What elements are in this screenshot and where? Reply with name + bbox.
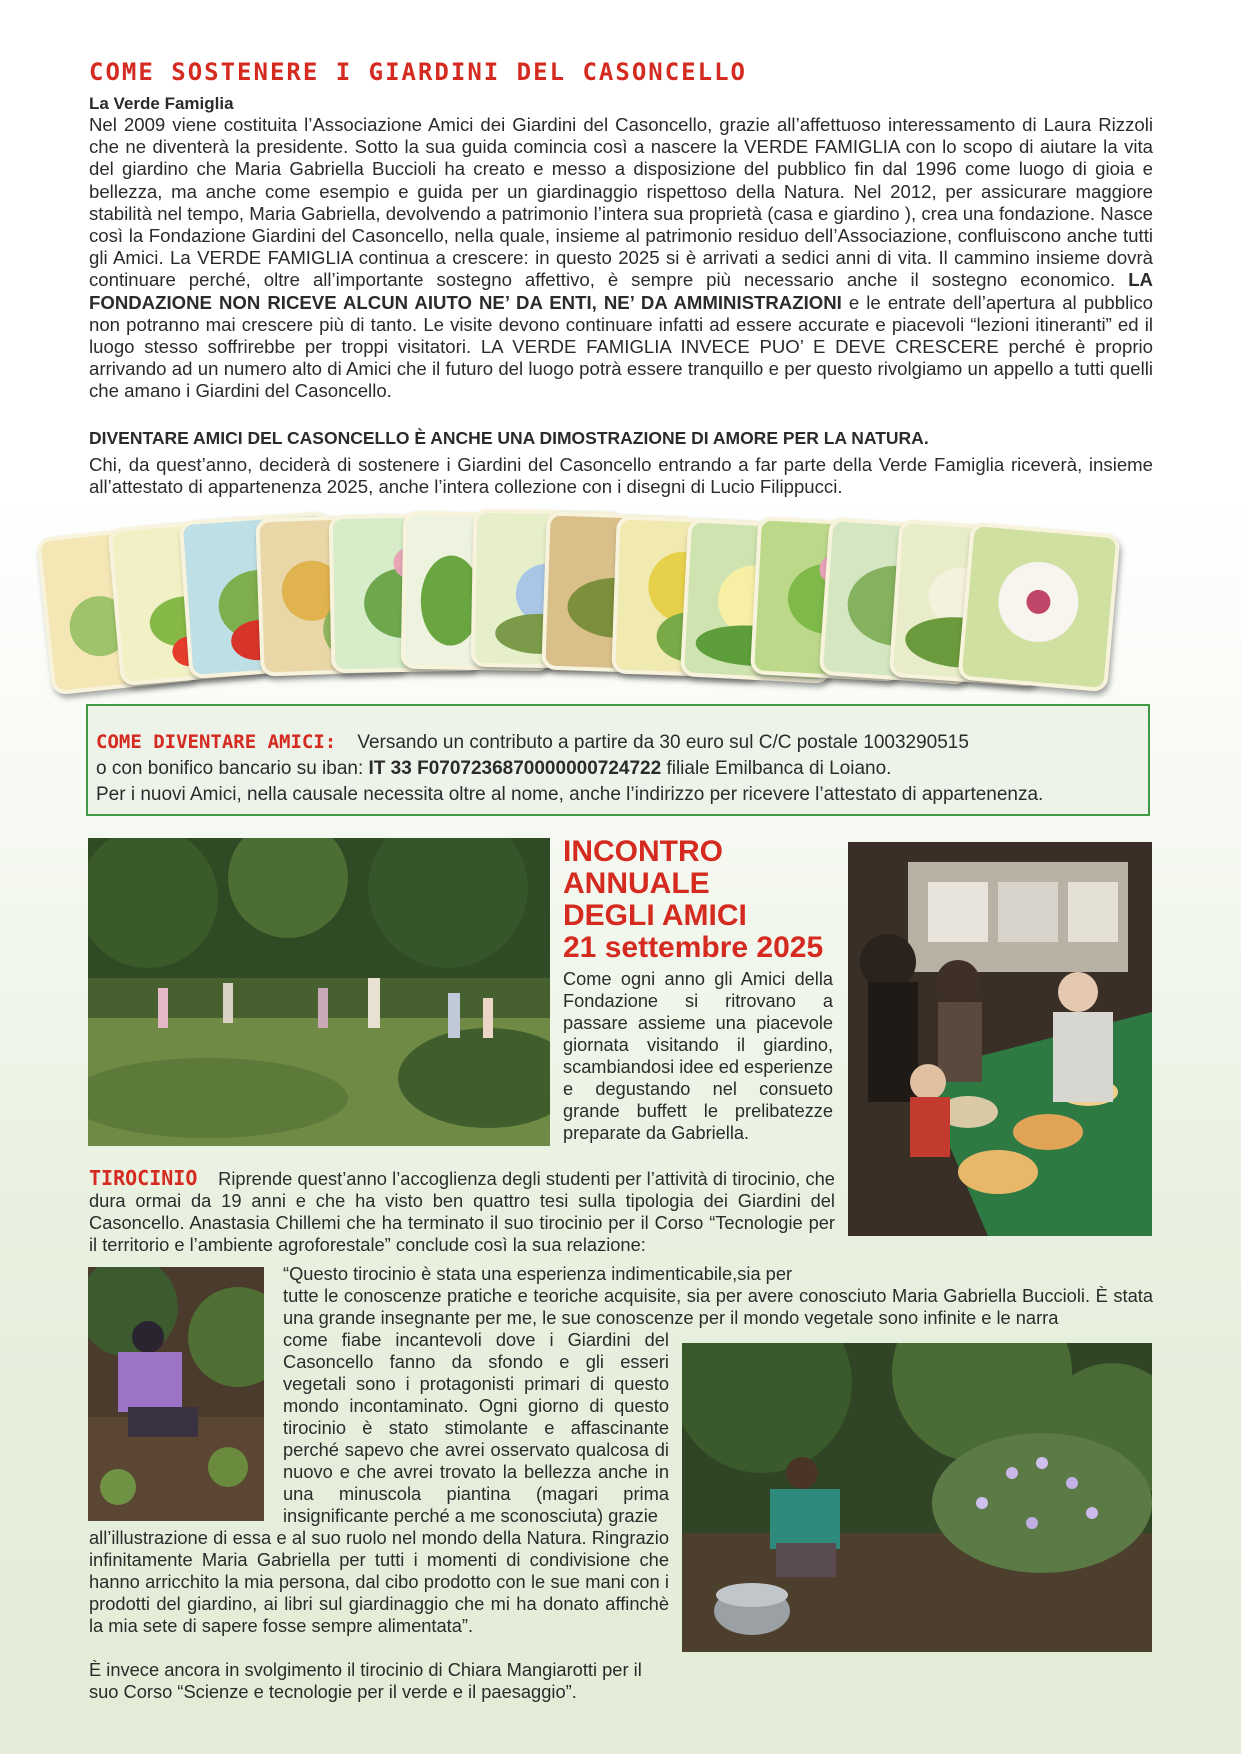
tirocinio-label: TIROCINIO — [89, 1166, 198, 1190]
iban-value: IT 33 F0707236870000000724722 — [368, 758, 662, 779]
tirocinio-intro-text: Riprende quest’anno l’accoglienza degli studenti per l’attività di tirocinio, che dura ormai da 19 anni e che ha visto ben quattro tesi sulla tipologia dei Giardini del Casoncello. Anastasia Chillemi che ha terminato il suo tirocinio per il Corso “Tecnologie per il territorio e l’ambiente agroforestale” conclude così la sua relazione: — [89, 1168, 835, 1255]
amore-heading: DIVENTARE AMICI DEL CASONCELLO È ANCHE UNA DIMOSTRAZIONE DI AMORE PER LA NATURA. — [89, 428, 929, 448]
incontro-heading — [563, 836, 853, 964]
intro-paragraph — [89, 114, 1153, 403]
intro-text: Nel 2009 viene costituita l’Associazione Amici dei Giardini del Casoncello, grazie all’affettuoso interessamento di Laura Rizzoli che ne diventerà la presidente. Sotto la sua guida comincia così a nascere la VERDE FAMIGLIA con lo scopo di aiutare la vita del giardino che Maria Gabriella Buccioli ha creato e messo a disposizione del pubblico fin dal 1996 come luogo di gioia e bellezza, ma anche come esempio e guida per un giardinaggio rispettoso della Natura. Nel 2012, per assicurare maggiore stabilità nel tempo, Maria Gabriella, devolvendo a patrimonio l’intera sua proprietà (casa e giardino ), crea una fondazione. Nasce così la Fondazione Giardini del Casoncello, nella quale, insieme al patrimonio residuo dell’Associazione, confluiscono anche tutti gli Amici. La VERDE FAMIGLIA continua a crescere: in questo 2025 si è arrivati a sedici anni di vita. Il cammino insieme dovrà continuare perché, oltre all’importante sostegno affettivo, è sempre più necessario anche il sostegno economico. — [89, 114, 1153, 291]
collection-paragraph: Chi, da quest’anno, deciderà di sostenere i Giardini del Casoncello entrando a far parte della Verde Famiglia riceverà, insieme all’attestato di appartenenza 2025, anche l’intera collezione con i disegni di Lucio Filippucci. — [89, 454, 1153, 498]
intro-text-end: e le entrate dell’apertura al pubblico non potranno mai crescere più di tanto. Le visite devono continuare infatti ad essere accurate e piacevoli “lezioni itineranti” ed il luogo stesso soffrirebbe per troppi visitatori. LA VERDE FAMIGLIA INVECE PUO’ E DEVE CRESCERE perché è proprio arrivando ad un numero alto di Amici che il futuro del luogo potrà essere tranquillo e per questo rivolgiamo un appello a tutti quelli che amano i Giardini del Casoncello. — [89, 291, 1153, 402]
info-line-1 — [96, 729, 969, 756]
illustration-cards — [44, 510, 1194, 690]
incontro-heading-line: ANNUALE — [563, 867, 710, 900]
info-label: COME DIVENTARE AMICI: — [96, 731, 337, 753]
tirocinio-closing: È invece ancora in svolgimento il tirocinio di Chiara Mangiarotti per il suo Corso “Scienze e tecnologie per il verde e il paesaggio”. — [89, 1659, 642, 1702]
info-line-1-text: Versando un contributo a partire da 30 euro sul C/C postale 1003290515 — [357, 732, 969, 753]
tirocinio-quote-wide: tutte le conoscenze pratiche e teoriche acquisite, sia per avere conosciuto Maria Gabriella Buccioli. È stata una grande insegnante per me, le sue conoscenze per il mondo vegetale sono infinite e le narra — [283, 1285, 1153, 1328]
info-line-2-pre: o con bonifico bancario su iban: — [96, 758, 364, 779]
planting-photo — [682, 1343, 1152, 1652]
incontro-heading-line: INCONTRO — [563, 835, 723, 868]
page-title: COME SOSTENERE I GIARDINI DEL CASONCELLO — [89, 58, 747, 86]
tirocinio-quote-narrow: come fiabe incantevoli dove i Giardini del Casoncello fanno da sfondo e gli esseri vegetali sono i protagonisti primari di questo mondo incontaminato. Ogni giorno di questo tirocinio è stato stimolante e affascinante perché sapevo che avrei osservato qualcosa di nuovo e che avrei trovato la bellezza anche in una minuscola piantina (magari prima insignificante perché a me sconosciuta) grazie — [283, 1329, 669, 1526]
tirocinio-intro — [89, 1167, 835, 1256]
buffet-photo — [848, 842, 1152, 1236]
section-subtitle: La Verde Famiglia — [89, 94, 234, 113]
info-line-2-post: filiale Emilbanca di Loiano. — [666, 758, 892, 779]
tirocinio-quote-line: “Questo tirocinio è stata una esperienza indimenticabile,sia per — [283, 1263, 793, 1284]
incontro-date: 21 settembre 2025 — [563, 931, 824, 964]
student-photo — [88, 1267, 264, 1521]
incontro-heading-line: DEGLI AMICI — [563, 899, 747, 932]
info-line-3: Per i nuovi Amici, nella causale necessita oltre al nome, anche l’indirizzo per ricevere l’attestato di appartenenza. — [96, 784, 1044, 805]
tirocinio-quote-end: all’illustrazione di essa e al suo ruolo nel mondo della Natura. Ringrazio infinitamente Maria Gabriella per tutti i momenti di condivisione che hanno arricchito la mia persona, dal cibo prodotto con le sue mani con i prodotti del giardino, ai libri sul giardinaggio che mi ha donato affinchè la mia sete di sapere fosse sempre alimentata”. — [89, 1527, 669, 1636]
info-line-2 — [96, 756, 891, 782]
come-diventare-amici-box — [86, 704, 1150, 816]
garden-visit-photo — [88, 838, 550, 1146]
illustration-card — [957, 522, 1120, 692]
incontro-text: Come ogni anno gli Amici della Fondazione si ritrovano a passare assieme una piacevole giornata visitando il giardino, scambiandosi idee ed esperienze e degustando nel consueto grande buffett le prelibatezze preparate da Gabriella. — [563, 969, 833, 1143]
intro-bold-text: LA FONDAZIONE NON RICEVE ALCUN AIUTO NE’ DA ENTI, NE’ DA AMMINISTRAZIONI — [89, 269, 1153, 313]
